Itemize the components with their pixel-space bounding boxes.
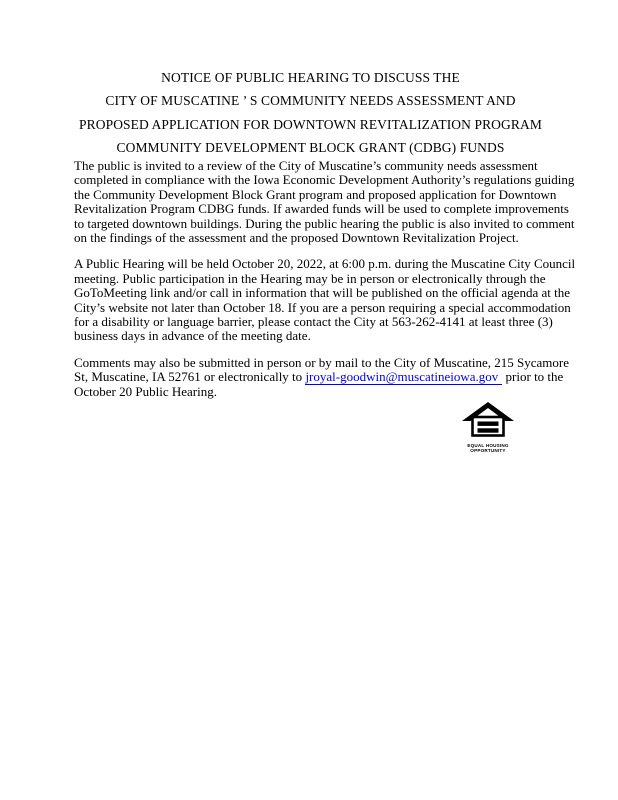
title-line-4: COMMUNITY DEVELOPMENT BLOCK GRANT (CDBG) FUNDS — [116, 139, 505, 155]
equal-housing-opportunity-logo — [461, 402, 515, 454]
notice-title-block — [74, 66, 547, 159]
paragraph-line: on the findings of the assessment and the proposed Downtown Revitalization Project. — [74, 230, 519, 246]
equal-housing-house-icon — [462, 425, 514, 442]
paragraph-public-review — [74, 158, 575, 246]
paragraph-hearing-details — [74, 256, 576, 344]
notice-body — [74, 158, 576, 411]
paragraph-line: completed in compliance with the Iowa Economic Development Authority’s regulations guiding — [74, 172, 575, 188]
paragraph-line: GoToMeeting link and/or call in information that will be published on the official agenda at the — [74, 285, 570, 301]
paragraph-line: Revitalization Program CDBG funds. If awarded funds will be used to complete improvements — [74, 201, 569, 217]
title-line-2: CITY OF MUSCATINE ’ S COMMUNITY NEEDS ASSESSMENT AND — [105, 93, 516, 109]
paragraph-line: October 20 Public Hearing. — [74, 383, 217, 399]
paragraph-comments — [74, 354, 570, 399]
paragraph-line: A Public Hearing will be held October 20, 2022, at 6:00 p.m. during the Muscatine City Council — [74, 256, 576, 272]
paragraph-line: the Community Development Block Grant program and proposed application for Downtown — [74, 186, 557, 202]
comments-line-before-link: St, Muscatine, IA 52761 or electronically to — [74, 369, 306, 385]
paragraph-line: to targeted downtown buildings. During the public hearing the public is also invited to comment — [74, 215, 575, 231]
paragraph-line: The public is invited to a review of the City of Muscatine’s community needs assessment — [74, 158, 538, 173]
paragraph-line: City’s website not later than October 18. If you are a person requiring a special accommodation — [74, 299, 571, 315]
equal-housing-caption-line-1: EQUAL HOUSING — [467, 443, 509, 448]
email-link[interactable]: jroyal-goodwin@muscatineiowa.gov — [305, 369, 502, 385]
equal-housing-caption-line-2: OPPORTUNITY — [470, 448, 506, 454]
title-line-3: PROPOSED APPLICATION FOR DOWNTOWN REVITALIZATION PROGRAM — [79, 116, 542, 132]
title-line-1: NOTICE OF PUBLIC HEARING TO DISCUSS THE — [161, 70, 460, 85]
paragraph-line: for a disability or language barrier, please contact the City at 563-262-4141 at least three (3) — [74, 314, 553, 330]
paragraph-line: Comments may also be submitted in person or by mail to the City of Muscatine, 215 Sycamore — [74, 354, 570, 370]
paragraph-line: business days in advance of the meeting date. — [74, 328, 311, 344]
paragraph-line: meeting. Public participation in the Hearing may be in person or electronically through the — [74, 270, 546, 286]
comments-line-after-link: prior to the — [502, 369, 564, 385]
paragraph-line — [74, 369, 564, 385]
